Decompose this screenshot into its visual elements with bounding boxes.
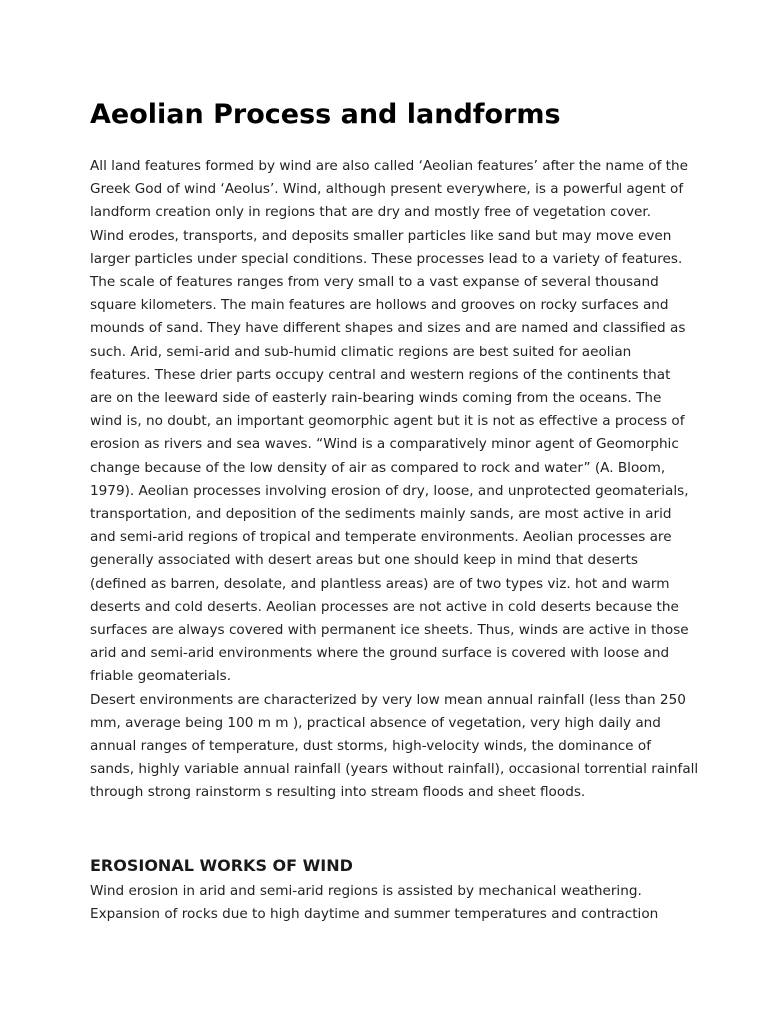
page-title: Aeolian Process and landforms bbox=[90, 99, 561, 130]
section-paragraph bbox=[90, 880, 680, 926]
text-line: generally associated with desert areas but one should keep in mind that deserts bbox=[90, 552, 638, 569]
text-line: Wind erosion in arid and semi-arid regions is assisted by mechanical weathering. bbox=[90, 883, 642, 899]
intro-paragraph bbox=[90, 155, 699, 805]
text-line: features. These drier parts occupy central and western regions of the continents that bbox=[90, 366, 671, 383]
text-line: Wind erodes, transports, and deposits smaller particles like sand but may move even bbox=[90, 227, 672, 244]
text-line: are on the leeward side of easterly rain-bearing winds coming from the oceans. The bbox=[90, 390, 662, 407]
text-line: through strong rainstorm s resulting into stream floods and sheet floods. bbox=[90, 784, 586, 801]
text-line: square kilometers. The main features are hollows and grooves on rocky surfaces and bbox=[90, 297, 669, 314]
text-line: mounds of sand. They have different shapes and sizes and are named and classified as bbox=[90, 320, 686, 337]
text-line: wind is, no doubt, an important geomorphic agent but it is not as effective a process of bbox=[90, 413, 685, 430]
text-line: annual ranges of temperature, dust storms, high-velocity winds, the dominance of bbox=[90, 738, 651, 755]
text-line: erosion as rivers and sea waves. “Wind is a comparatively minor agent of Geomorphic bbox=[90, 436, 679, 453]
text-line: arid and semi-arid environments where the ground surface is covered with loose and bbox=[90, 645, 670, 662]
text-line: sands, highly variable annual rainfall (years without rainfall), occasional torrential rainfall bbox=[90, 761, 699, 778]
text-line: Desert environments are characterized by very low mean annual rainfall (less than 250 bbox=[90, 691, 686, 708]
text-line: 1979). Aeolian processes involving erosion of dry, loose, and unprotected geomaterials, bbox=[90, 482, 689, 499]
text-line: friable geomaterials. bbox=[90, 668, 232, 685]
section-heading: EROSIONAL WORKS OF WIND bbox=[90, 856, 353, 875]
text-line: Greek God of wind ‘Aeolus’. Wind, although present everywhere, is a powerful agent of bbox=[90, 181, 684, 198]
text-line: such. Arid, semi-arid and sub-humid climatic regions are best suited for aeolian bbox=[90, 343, 632, 360]
text-line: surfaces are always covered with permanent ice sheets. Thus, winds are active in those bbox=[90, 622, 689, 639]
text-line: (defined as barren, desolate, and plantless areas) are of two types viz. hot and warm bbox=[90, 575, 670, 592]
text-line: mm, average being 100 m m ), practical absence of vegetation, very high daily and bbox=[90, 714, 661, 731]
text-line: change because of the low density of air as compared to rock and water” (A. Bloom, bbox=[90, 459, 666, 476]
text-line: transportation, and deposition of the sediments mainly sands, are most active in arid bbox=[90, 506, 672, 523]
text-line: deserts and cold deserts. Aeolian processes are not active in cold deserts because the bbox=[90, 598, 679, 615]
text-line: larger particles under special conditions. These processes lead to a variety of features. bbox=[90, 250, 683, 267]
text-line: All land features formed by wind are also called ‘Aeolian features’ after the name of the bbox=[90, 158, 688, 174]
text-line: Expansion of rocks due to high daytime and summer temperatures and contraction bbox=[90, 906, 659, 923]
text-line: and semi-arid regions of tropical and temperate environments. Aeolian processes are bbox=[90, 529, 672, 546]
text-line: The scale of features ranges from very small to a vast expanse of several thousand bbox=[90, 274, 659, 291]
text-line: landform creation only in regions that are dry and mostly free of vegetation cover. bbox=[90, 204, 652, 221]
